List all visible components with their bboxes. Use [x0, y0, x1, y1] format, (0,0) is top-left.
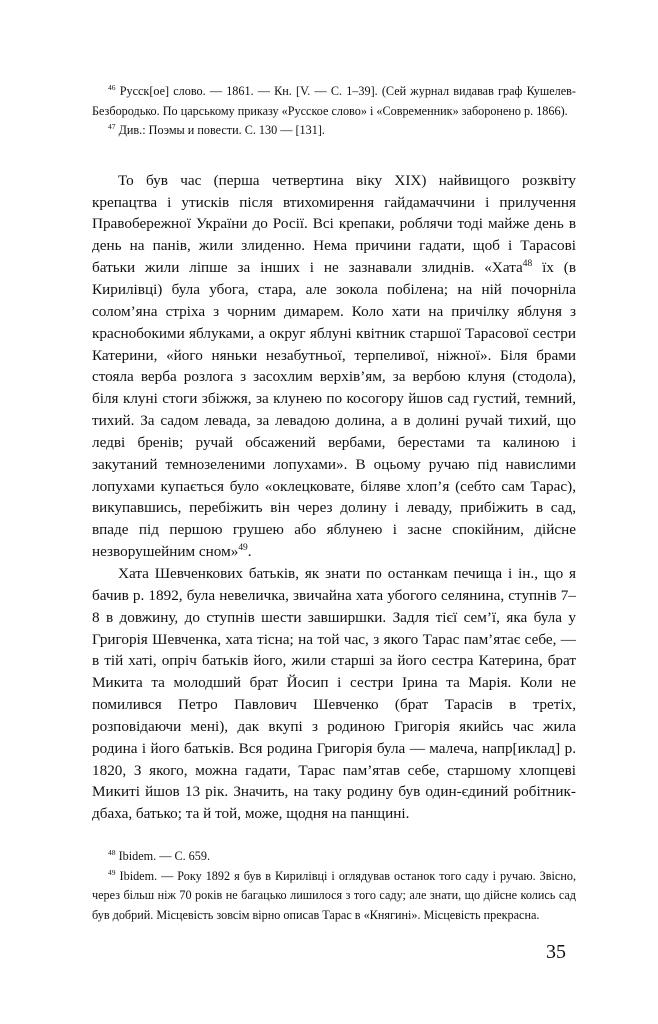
- footnote-text: Ibidem. — С. 659.: [115, 849, 210, 864]
- footnote-49: [92, 867, 576, 926]
- footnote-text: Див.: Поэмы и повести. С. 130 — [131].: [115, 123, 325, 138]
- paragraph-2: Хата Шевченкових батьків, як знати по останкам печища і ін., що я бачив р. 1892, була невеличка, звичайна хата убогого селянина, ступнів 7–8 в довжину, до ступнів шести завширшки. Задля тієї сем’ї, яка була у Григорія Шевченка, хата тісна; на той час, з якого Тарас пам’ятає себе, — в тій хаті, опріч батьків його, жили старші за його сестра Катерина, брат Микита та молодший брат Йосип і сестри Ірина та Марія. Коли не помилився Петро Павлович Шевченко (брат Тарасів в третіх, розповідаючи мені), дак вкупі з родиною Григорія якийсь час жила родина і його батьків. Вся родина Григорія була — малеча, напр[иклад] р. 1820, З якого, можна гадати, Тарас пам’ятав себе, старшому хлопцеві Микиті йшов 13 рік. Значить, на таку родину був один-єдиний робітник-дбаха, батько; та й той, може, щодня на панщині.: [92, 564, 576, 823]
- main-text: [92, 170, 576, 825]
- footnote-number: 49: [108, 867, 116, 877]
- footnote-46: [92, 82, 576, 121]
- footnote-text: Ibidem. — Року 1892 я був в Кирилівці і оглядував останок того саду і ручаю. Звісно, через більш ніж 70 років не багацько лишилося з того саду; але знати, що дійсне колись сад був добрий. Місцевість зовсім вірно описав Тарас в «Княгині». Місцевість прекрасна.: [92, 868, 576, 922]
- footnote-number: 47: [108, 122, 116, 132]
- footnote-number: 48: [108, 848, 116, 858]
- paragraph-1: [92, 170, 576, 563]
- footnotes-bottom: [92, 847, 576, 925]
- footnote-ref-49: 49: [238, 543, 248, 554]
- footnote-text: Русск[ое] слово. — 1861. — Кн. [V. — С. 1–39]. (Сей журнал видавав граф Кушелев-Безбородько. По царському приказу «Русское слово» і «Современник» заборонено р. 1866).: [92, 84, 576, 118]
- paragraph-1-part-2: їх (в Кирилівці) була убога, стара, але зокола побілена; на ній почорніла солом’яна стріха з чорним димарем. Коло хати на причілку яблуня з краснобокими яблуками, а округ яблуні квітник старшої Тарасової сестри Катерини, «його няньки незабутньої, терпеливої, ніжної». Біля брами стояла верба розлога з засохлим верхів’ям, за вербою клуня (стодола), біля клуні стоги збіжжя, за клунею по косогору йшов сад густий, темний, тихий. За садом левада, за левадою долина, а в долині ручай тихий, що ледві бренів; ручай обсажений вербами, берестами та калиною і закутаний темнозеленими лопухами». В оцьому ручаю під навислими лопухами купається було «оклецковате, біляве хлоп’я (себто сам Тарас), викупавшись, перебіжить він через долину і леваду, прибіжить в сад, впаде під першою грушею або яблунею і засне спокійним, дійсне незворушейним сном»: [92, 259, 576, 561]
- paragraph-1-part-3: .: [247, 543, 252, 561]
- page-content: [92, 82, 576, 925]
- footnotes-top: [92, 82, 576, 141]
- footnote-number: 46: [108, 82, 116, 92]
- footnote-ref-48: 48: [522, 259, 533, 270]
- footnote-47: [92, 121, 576, 141]
- footnote-48: [92, 847, 576, 867]
- paragraph-1-part-1: То був час (перша четвертина віку XIX) найвищого розквіту крепацтва і утисків після втихомирення гайдамаччини і прилучення Правобережної України до Росії. Всі крепаки, роблячи тоді майже день в день на панів, жили злиденно. Нема причини гадати, щоб і Тарасові батьки жили ліпше за інших і не зазнавали злиднів. «Хата: [92, 171, 576, 277]
- page-number: 35: [546, 941, 566, 963]
